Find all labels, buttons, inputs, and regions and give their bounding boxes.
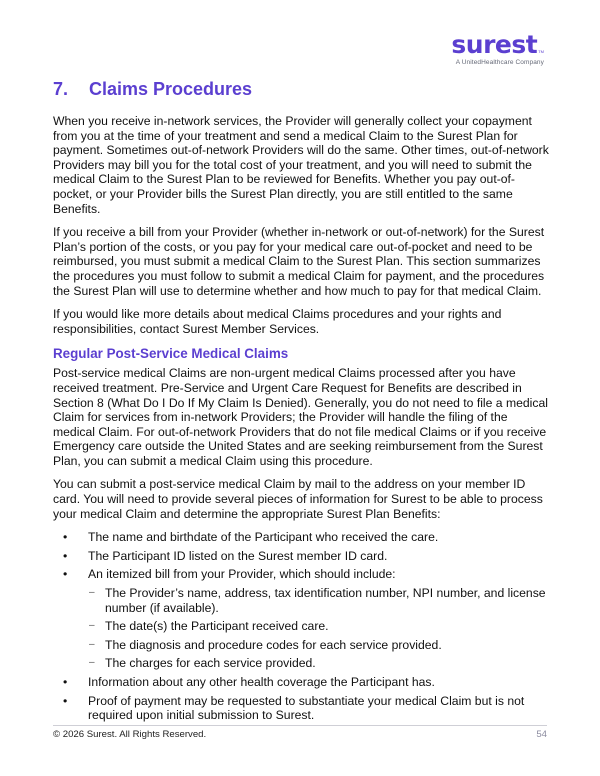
itemized-bill-sublist [88,586,549,671]
sub-list-item: – The diagnosis and procedure codes for each service provided. [89,637,442,652]
list-item: • The Participant ID listed on the Surest member ID card. [63,548,388,563]
dash-icon: – [89,657,95,669]
list-item: • Information about any other health coverage the Participant has. [63,675,435,689]
bullet-icon: • [63,530,68,545]
list-item: • An itemized bill from your Provider, which should include: – The Provider’s name, address, tax identification number, NPI number, and license number (if available). – The date(s) the Participant received care. – The diagnosis and procedure codes for each service provided. – The charges for each service provided. [53,567,549,671]
list-item: • The name and birthdate of the Participant who received the care. [63,530,439,545]
copyright-text: © 2026 Surest. All Rights Reserved. [53,729,207,740]
bullet-icon: • [63,693,68,708]
intro-paragraph-3: If you would like more details about medical Claims procedures and your rights and responsibilities, contact Surest Member Services. [53,307,502,336]
logo-tagline: A UnitedHealthcare Company [455,59,544,66]
page-number: 54 [536,729,547,740]
sub-list-item: – The charges for each service provided. [89,656,316,671]
logo-trademark: TM [538,49,544,54]
dash-icon: – [89,620,95,632]
surest-logo [451,32,544,66]
sub-list-item: – The Provider’s name, address, tax identification number, NPI number, and license number (if available). [89,586,546,615]
section-number: 7. [53,79,69,99]
section-heading [53,78,549,100]
dash-icon: – [89,587,95,599]
subsection-title: Regular Post-Service Medical Claims [53,346,289,362]
sub-list-item: – The date(s) the Participant received care. [89,619,329,634]
subsection-paragraph-2: You can submit a post-service medical Claim by mail to the address on your member ID card. You will need to provide several pieces of information for Surest to be able to process your medical Claim and determine the appropriate Surest Plan Benefits: [53,477,543,521]
list-item: • Proof of payment may be requested to substantiate your medical Claim but is not required upon initial submission to Surest. [63,693,525,723]
subsection-paragraph-1: Post-service medical Claims are non-urgent medical Claims processed after you have received treatment. Pre-Service and Urgent Care Request for Benefits are described in Section 8 (What Do I Do If My Claim Is Denied). Generally, you do not need to file a medical Claim for services from in-network Providers; the Provider will handle the filing of the medical Claim. For out-of-network Providers that do not file medical Claims or if you receive Emergency care outside the United States and are seeking reimbursement from the Surest Plan, you can submit a medical Claim using this procedure. [53,366,548,468]
intro-paragraph-2: If you receive a bill from your Provider (whether in-network or out-of-network) for the Surest Plan’s portion of the costs, or you pay for your medical care out-of-pocket and need to be reimbursed, you must submit a medical Claim to the Surest Plan. This section summarizes the procedures you must follow to submit a medical Claim for payment, and the procedures the Surest Plan will use to determine whether and how much to pay for that medical Claim. [53,225,545,298]
page-footer [53,725,547,740]
dash-icon: – [89,638,95,650]
required-info-list [53,530,549,723]
bullet-icon: • [63,675,68,689]
intro-paragraph-1: When you receive in-network services, the Provider will generally collect your copayment from you at the time of your treatment and send a medical Claim to the Surest Plan for payment. Sometimes out-of-network Providers will do the same. Other times, out-of-network Providers may bill you for the total cost of your treatment, and you will need to submit the medical Claim to the Surest Plan to be reviewed for Benefits. Whether you pay out-of-pocket, or your Provider bills the Surest Plan directly, you are still entitled to the same Benefits. [53,114,549,216]
section-title: Claims Procedures [89,79,253,99]
logo-wordmark: surest [451,30,538,59]
bullet-icon: • [63,567,68,582]
bullet-icon: • [63,548,68,563]
page-content [53,78,549,727]
